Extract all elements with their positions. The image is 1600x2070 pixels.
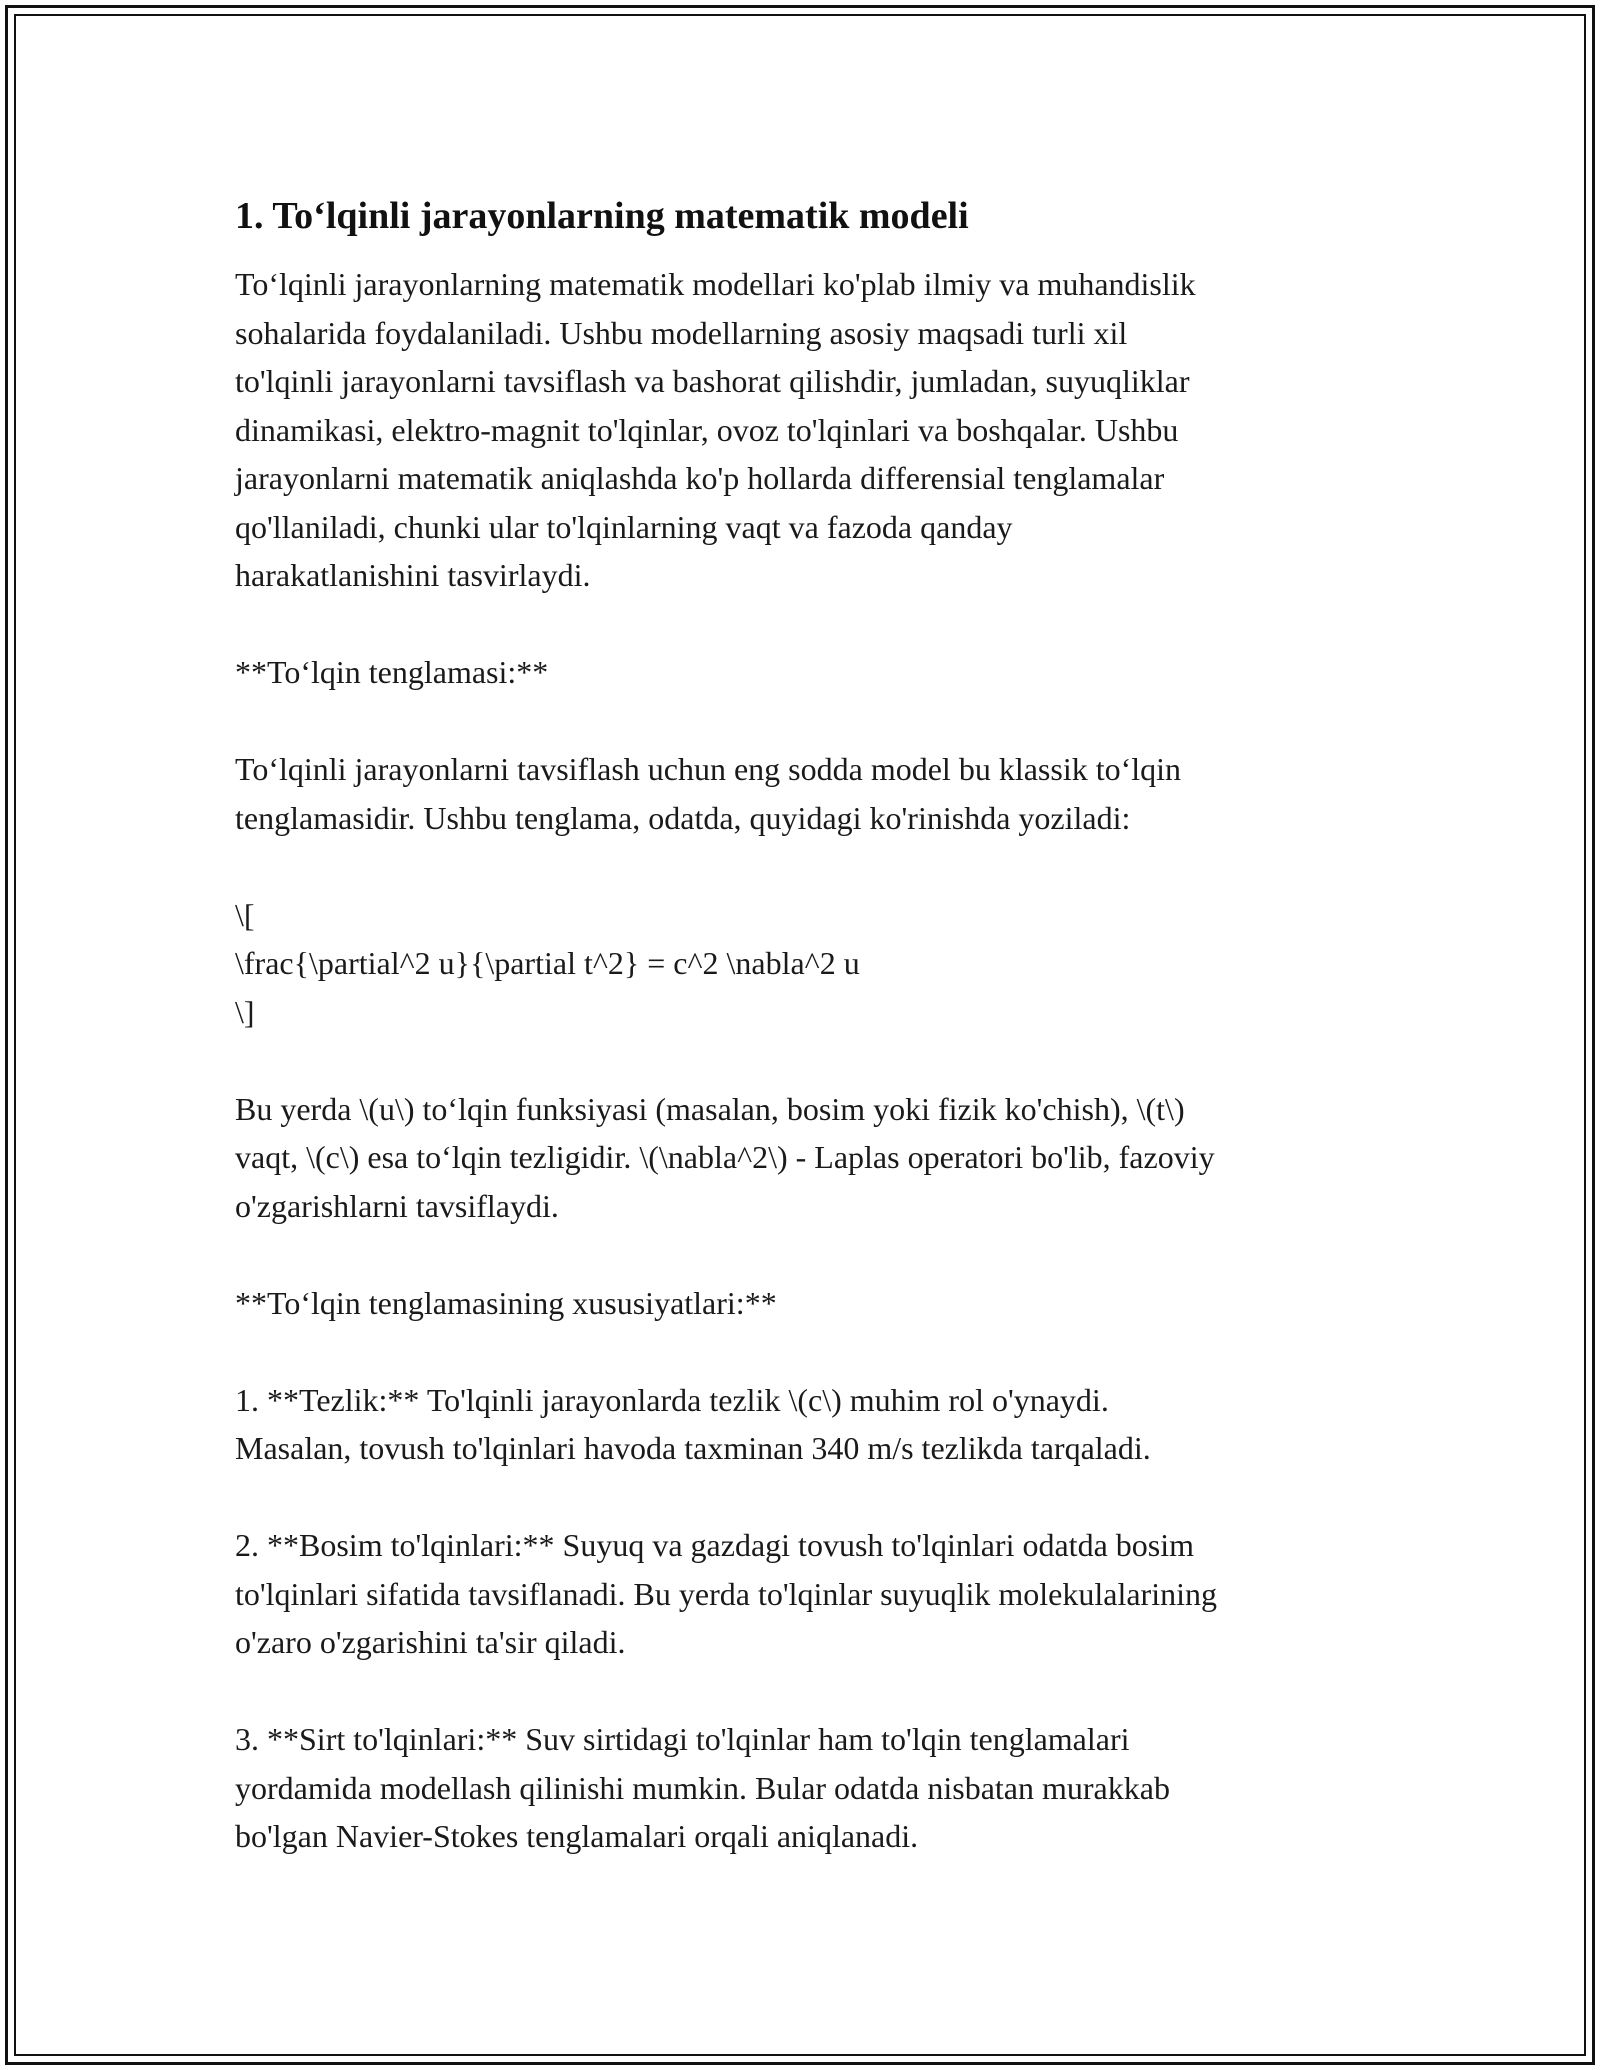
- wave-equation-paragraph: To‘lqinli jarayonlarni tavsiflash uchun eng sodda model bu klassik to‘lqin tenglamasidir. Ushbu tenglama, odatda, quyidagi ko'rinishda yoziladi:: [235, 751, 1182, 836]
- subheading-wave-equation: **To‘lqin tenglamasi:**: [235, 654, 549, 690]
- paragraph-gap: [235, 1230, 1385, 1279]
- paragraph-gap: [235, 842, 1385, 891]
- section-title: 1. To‘lqinli jarayonlarning matematik modeli: [235, 195, 969, 237]
- variables-paragraph: Bu yerda \(u\) to‘lqin funksiyasi (masalan, bosim yoki fizik ko'chish), \(t\) vaqt, \(c\) esa to‘lqin tezligidir. \(\nabla^2\) - Laplas operatori bo'lib, fazoviy o'zgarishlarni tavsiflaydi.: [235, 1090, 1215, 1224]
- list-item-surface-waves: 3. **Sirt to'lqinlari:** Suv sirtidagi to'lqinlar ham to'lqin tenglamalari yordamida modellash qilinishi mumkin. Bular odatda nisbatan murakkab bo'lgan Navier-Stokes tenglamalari orqali aniqlanadi.: [235, 1721, 1170, 1854]
- intro-paragraph: To‘lqinli jarayonlarning matematik modellari ko'plab ilmiy va muhandislik sohalarida foydalaniladi. Ushbu modellarning asosiy maqsadi turli xil to'lqinli jarayonlarni tavsiflash va bashorat qilishdir, jumladan, suyuqliklar dinamikasi, elektro-magnit to'lqinlar, ovoz to'lqinlari va boshqalar. Ushbu jarayonlarni matematik aniqlashda ko'p hollarda differensial tenglamalar qo'llaniladi, chunki ular to'lqinlarning vaqt va fazoda qanday harakatlanishini tasvirlaydi.: [235, 266, 1196, 593]
- list-item-speed: 1. **Tezlik:** To'lqinli jarayonlarda tezlik \(c\) muhim rol o'ynaydi. Masalan, tovush to'lqinlari havoda taxminan 340 m/s tezlikda tarqaladi.: [235, 1381, 1151, 1466]
- document-body: [235, 190, 1385, 1861]
- paragraph-gap: [235, 1667, 1385, 1716]
- list-item-pressure-waves: 2. **Bosim to'lqinlari:** Suyuq va gazdagi tovush to'lqinlari odatda bosim to'lqinlari sifatida tavsiflanadi. Bu yerda to'lqinlar suyuqlik molekulalarining o'zaro o'zgarishini ta'sir qiladi.: [235, 1527, 1217, 1660]
- paragraph-gap: [235, 600, 1385, 649]
- paragraph-gap: [235, 697, 1385, 746]
- equation-block: \[ \frac{\partial^2 u}{\partial t^2} = c^2 \nabla^2 u \]: [235, 896, 860, 1030]
- subheading-properties: **To‘lqin tenglamasining xususiyatlari:**: [235, 1284, 777, 1321]
- paragraph-gap: [235, 1473, 1385, 1522]
- paragraph-gap: [235, 1327, 1385, 1376]
- paragraph-gap: [235, 1036, 1385, 1085]
